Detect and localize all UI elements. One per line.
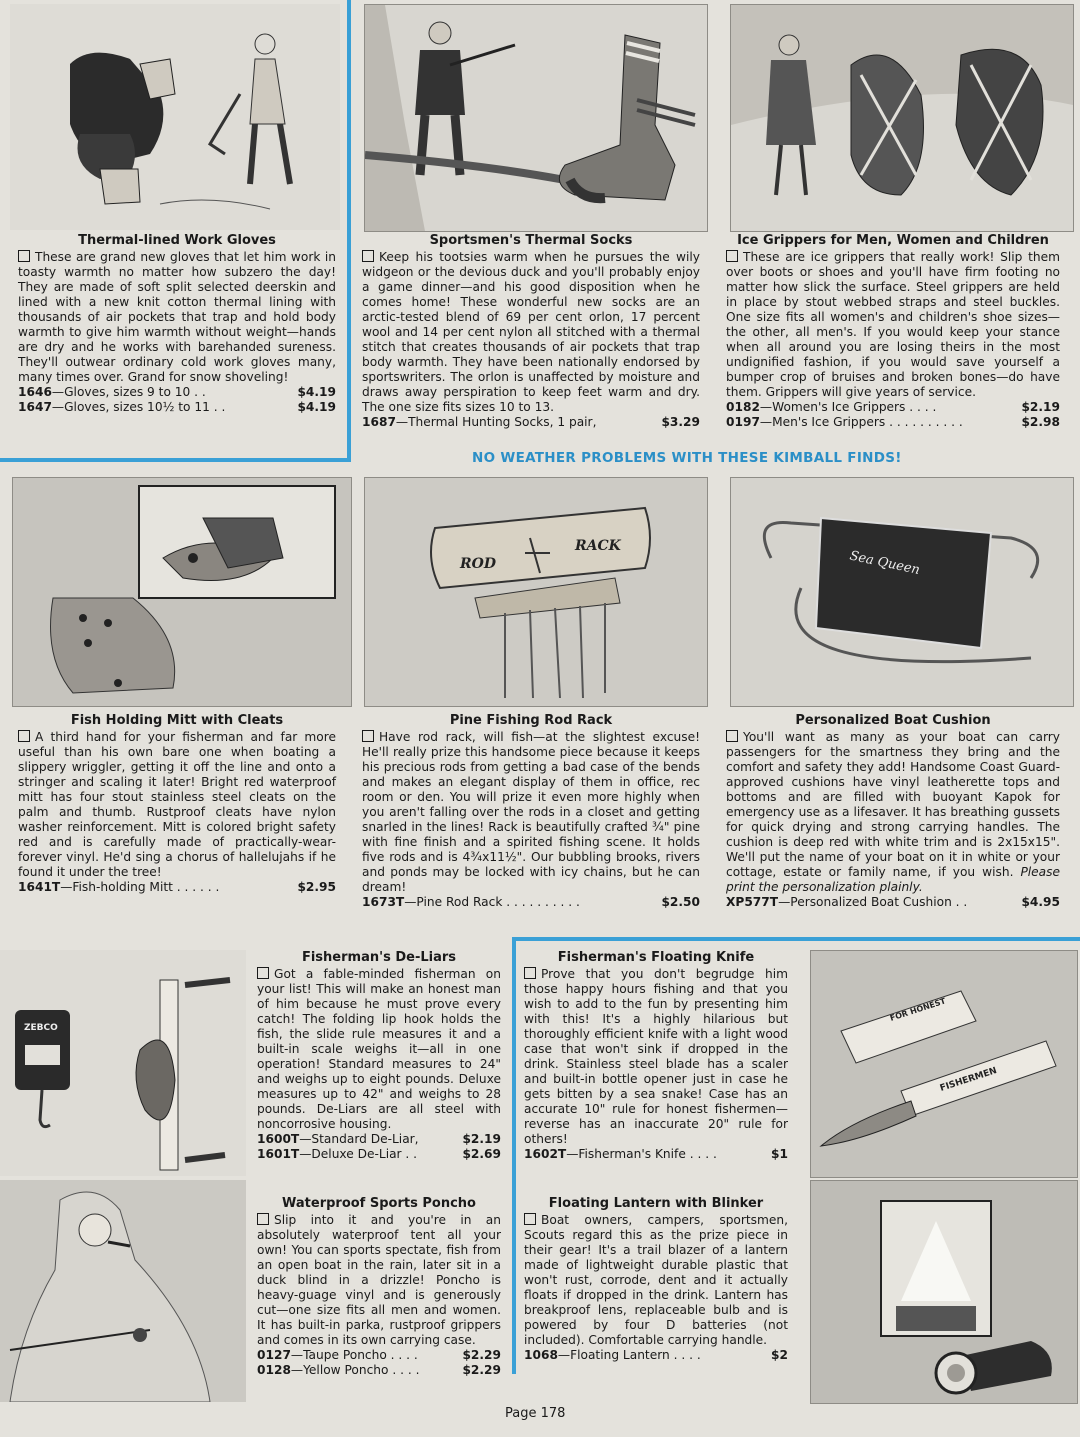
order-text: —Gloves, sizes 10½ to 11 . . xyxy=(51,400,226,414)
gloves-order-line xyxy=(18,385,336,400)
blue-rule-mid-horizontal xyxy=(512,937,1080,941)
lantern-block xyxy=(524,1196,788,1363)
order-text: —Men's Ice Grippers . . . . . . . . . . xyxy=(759,415,963,429)
order-text: —Taupe Poncho . . . . xyxy=(290,1348,418,1362)
socks-description: Keep his tootsies warm when he pursues the wily widgeon or the devious duck and you'll probably enjoy a game dinner—and his good disposition when he comes home! These wonderful new socks are an arctic-tested blend of 69 per cent orlon, 17 percent wool and 14 per cent nylon all stitched with a thermal stitch that creates thousands of air pockets that trap body warmth. They have been nationally endorsed by sportswriters. The orlon is unaffected by moisture and draws away perspiration to keep feet warm and dry. The one size fits sizes 10 to 13. xyxy=(362,250,700,414)
knife-illustration xyxy=(810,950,1078,1178)
cushion-description: You'll want as many as your boat can carry passengers for the smartness they bring and the comfort and safety they add! Handsome Coast Guard-approved cushions have vinyl leatherette tops and bottoms and are filled with buoyant Kapok for emergency use as a lifesaver. It has breathing gussets for quick drying and strong carrying handles. The cushion is deep red with white trim and is 2x15x15". We'll put the name of your boat on it in white or your cottage, estate or family name, if you wish. xyxy=(726,730,1060,879)
grippers-order-line xyxy=(726,415,1060,430)
knife-description: Prove that you don't begrudge him those happy hours fishing and that you wish to add to the fun by presenting him with this! It's a highly hilarious but thoroughly efficient knife with a light wood case that won't sink if dropped in the drink. Stainless steel blade has a scaler and built-in bottle opener just in case he gets bitten by a sea snake! Case has an accurate 10" rule for honest fishermen—reverse has an inaccurate 20" rule for others! xyxy=(524,967,788,1146)
order-price: $4.19 xyxy=(297,385,336,399)
cushion-order-checkbox[interactable] xyxy=(726,730,738,742)
order-code: 1673T xyxy=(362,895,405,909)
order-price: $2.29 xyxy=(462,1363,501,1377)
order-text: —Deluxe De-Liar . . xyxy=(299,1147,418,1161)
order-code: 0127 xyxy=(257,1348,291,1362)
poncho-block xyxy=(257,1196,501,1378)
order-price: $2.19 xyxy=(1021,400,1060,414)
cushion-title: Personalized Boat Cushion xyxy=(795,713,991,728)
order-price: $2.95 xyxy=(297,880,336,894)
socks-order-checkbox[interactable] xyxy=(362,250,374,262)
gloves-order-checkbox[interactable] xyxy=(18,250,30,262)
order-text: —Yellow Poncho . . . . xyxy=(290,1363,420,1377)
order-code: 1646 xyxy=(18,385,52,399)
cushion-note: Please print the personalization plainly. xyxy=(726,865,1060,894)
order-code: 1647 xyxy=(18,400,52,414)
order-text: —Fisherman's Knife . . . . xyxy=(566,1147,717,1161)
knife-label-b: FISHERMEN xyxy=(938,1066,999,1094)
rack-title: Pine Fishing Rod Rack xyxy=(449,713,613,728)
order-code: 1068 xyxy=(524,1348,558,1362)
rack-block xyxy=(362,713,700,910)
order-price: $4.19 xyxy=(297,400,336,414)
mitt-order-checkbox[interactable] xyxy=(18,730,30,742)
poncho-description: Slip into it and you're in an absolutely waterproof tent all your own! You can sports spectate, fish from an open boat in the rain, later sit in a duck blind in a drizzle! Poncho is heavy-guage vinyl and is generously cut—one size fits all men and women. It has built-in parka, rustproof grippers and comes in its own carrying case. xyxy=(257,1213,501,1347)
deliars-illustration xyxy=(0,950,246,1176)
socks-illustration xyxy=(364,4,708,232)
grippers-block xyxy=(726,233,1060,430)
socks-order-line xyxy=(362,415,700,430)
order-code: 1687 xyxy=(362,415,396,429)
lantern-description: Boat owners, campers, sportsmen, Scouts regard this as the prize piece in their gear! It's a trail blazer of a lantern made of lightweight durable plastic that won't rust, corrode, dent and it actually floats if dropped in the drink. Lantern has breakproof lens, replaceable bulb and is powered by four D batteries (not included). Comfortable carrying handle. xyxy=(524,1213,788,1347)
cushion-illustration xyxy=(730,477,1074,707)
poncho-title: Waterproof Sports Poncho xyxy=(282,1196,476,1211)
rack-order-line xyxy=(362,895,700,910)
lantern-title: Floating Lantern with Blinker xyxy=(548,1196,764,1211)
knife-order-line xyxy=(524,1147,788,1162)
poncho-illustration xyxy=(0,1180,246,1402)
order-code: 0128 xyxy=(257,1363,291,1377)
order-code: 0182 xyxy=(726,400,760,414)
blue-rule-top-vertical xyxy=(347,0,351,462)
order-code: XP577T xyxy=(726,895,779,909)
order-text: —Personalized Boat Cushion . . xyxy=(778,895,968,909)
order-code: 1602T xyxy=(524,1147,567,1161)
knife-title: Fisherman's Floating Knife xyxy=(557,950,755,965)
rack-description: Have rod rack, will fish—at the slightest excuse! He'll really prize this handsome piece because it keeps his precious rods from getting a bad case of the bends and makes an elegant display of them in office, rec room or den. You will prize it even more highly when you aren't falling over the rods in a closet and getting snarled in the lines! Rack is beautifully crafted ¾" pine with fine finish and a spirited fishing scene. It holds five rods and is 4¾x11½". Our bubbling brooks, rivers and ponds may be locked with icy chains, but he can dream! xyxy=(362,730,700,894)
gloves-block xyxy=(18,233,336,415)
deliars-order-line xyxy=(257,1132,501,1147)
order-text: —Women's Ice Grippers . . . . xyxy=(759,400,937,414)
order-text: —Pine Rod Rack . . . . . . . . . . xyxy=(404,895,580,909)
socks-title: Sportsmen's Thermal Socks xyxy=(429,233,633,248)
order-code: 1600T xyxy=(257,1132,300,1146)
mitt-block xyxy=(18,713,336,895)
gloves-description: These are grand new gloves that let him work in toasty warmth no matter how subzero the day! They are made of soft split selected deerskin and lined with a new knit cotton thermal lining with thousands of air pockets that trap and hold body warmth to give him warmth without weight—hands are dry and he works with barehanded sureness. They'll outwear ordinary cold work gloves many, many times over. Grand for snow shoveling! xyxy=(18,250,336,384)
poncho-order-line xyxy=(257,1348,501,1363)
rack-illustration xyxy=(364,477,708,707)
mitt-order-line xyxy=(18,880,336,895)
mitt-title: Fish Holding Mitt with Cleats xyxy=(70,713,284,728)
order-price: $2 xyxy=(771,1348,788,1362)
rack-label-left: ROD xyxy=(460,556,496,572)
deliars-block xyxy=(257,950,501,1162)
order-text: —Gloves, sizes 9 to 10 . . xyxy=(51,385,206,399)
poncho-order-line xyxy=(257,1363,501,1378)
order-price: $3.29 xyxy=(661,415,700,429)
lantern-order-line xyxy=(524,1348,788,1363)
mitt-illustration xyxy=(12,477,352,707)
lantern-order-checkbox[interactable] xyxy=(524,1213,536,1225)
rack-order-checkbox[interactable] xyxy=(362,730,374,742)
mitt-description: A third hand for your fisherman and far more useful than his own bare one when boating a slippery wriggler, getting it off the line and onto a stringer and scaling it later! Bright red waterproof mitt has four stout stainless steel cleats on the palm and thumb. Rustproof cleats have nylon washer reinforcement. Mitt is colored bright safety red and is carefully made of practically-wear-forever vinyl. He'd sing a chorus of hallelujahs if he found it under the tree! xyxy=(18,730,336,879)
grippers-order-checkbox[interactable] xyxy=(726,250,738,262)
grippers-title: Ice Grippers for Men, Women and Children xyxy=(737,233,1049,248)
order-price: $2.19 xyxy=(462,1132,501,1146)
order-text: —Floating Lantern . . . . xyxy=(557,1348,701,1362)
poncho-order-checkbox[interactable] xyxy=(257,1213,269,1225)
cushion-block xyxy=(726,713,1060,910)
cushion-label: Sea Queen xyxy=(848,548,922,579)
knife-label-a: FOR HONEST xyxy=(888,996,947,1023)
gloves-illustration xyxy=(10,4,340,230)
grippers-illustration xyxy=(730,4,1074,232)
order-price: $2.50 xyxy=(661,895,700,909)
page-number: Page 178 xyxy=(505,1406,566,1421)
rack-label-right: RACK xyxy=(575,538,621,554)
knife-order-checkbox[interactable] xyxy=(524,967,536,979)
order-price: $2.98 xyxy=(1021,415,1060,429)
deliars-device-label: ZEBCO xyxy=(24,1023,58,1033)
gloves-title: Thermal-lined Work Gloves xyxy=(78,233,276,248)
grippers-order-line xyxy=(726,400,1060,415)
deliars-order-line xyxy=(257,1147,501,1162)
order-code: 0197 xyxy=(726,415,760,429)
banner-headline: NO WEATHER PROBLEMS WITH THESE KIMBALL FINDS! xyxy=(472,450,902,466)
deliars-description: Got a fable-minded fisherman on your list! This will make an honest man of him because he must prove every catch! The folding lip hook holds the fish, the slide rule measures it and a built-in scale weighs it—all in one operation! Standard measures to 24" and weighs up to eight pounds. Deluxe measures up to 42" and weighs to 28 pounds. De-Liars are all steel with noncorrosive housing. xyxy=(257,967,501,1131)
order-code: 1601T xyxy=(257,1147,300,1161)
order-price: $1 xyxy=(771,1147,788,1161)
order-text: —Thermal Hunting Socks, 1 pair, xyxy=(395,415,597,429)
cushion-order-line xyxy=(726,895,1060,910)
order-price: $4.95 xyxy=(1021,895,1060,909)
gloves-order-line xyxy=(18,400,336,415)
order-price: $2.29 xyxy=(462,1348,501,1362)
order-code: 1641T xyxy=(18,880,61,894)
blue-rule-mid-vertical xyxy=(512,937,516,1374)
blue-rule-top-horizontal xyxy=(0,458,351,462)
deliars-order-checkbox[interactable] xyxy=(257,967,269,979)
grippers-description: These are ice grippers that really work! Slip them over boots or shoes and you'll have firm footing no matter how slick the surface. Steel grippers are held in place by stout webbed straps and steel buckles. One size fits all women's and children's shoe sizes—the other, all men's. If you would keep your stance when all around you are losing theirs in the most undignified fashion, if you would save yourself a bumper crop of bruises and broken bones—do have them. Grippers will give years of service. xyxy=(726,250,1060,399)
order-text: —Standard De-Liar, xyxy=(299,1132,419,1146)
order-price: $2.69 xyxy=(462,1147,501,1161)
order-text: —Fish-holding Mitt . . . . . . xyxy=(60,880,220,894)
deliars-title: Fisherman's De-Liars xyxy=(301,950,457,965)
knife-block xyxy=(524,950,788,1162)
socks-block xyxy=(362,233,700,430)
lantern-illustration xyxy=(810,1180,1078,1404)
